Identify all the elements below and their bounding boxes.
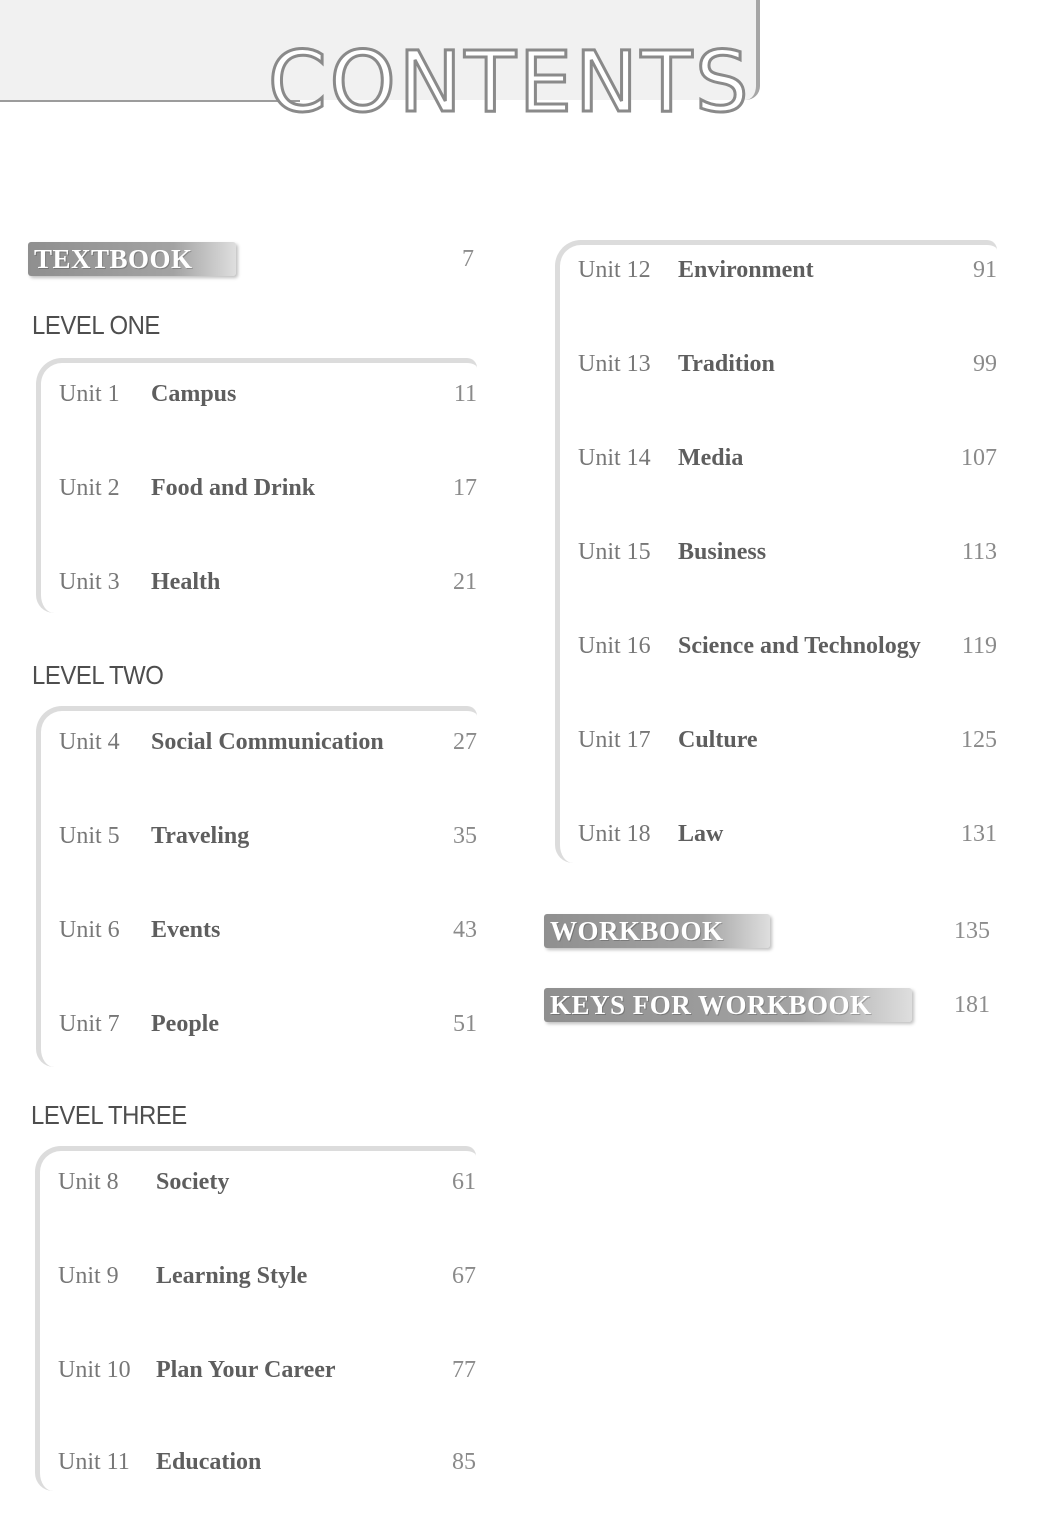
- page-number: 77: [452, 1357, 476, 1383]
- unit-title: Education: [156, 1449, 262, 1475]
- page-number: 107: [961, 445, 997, 471]
- page-number: 119: [961, 633, 997, 659]
- toc-entry-unit-16[interactable]: [560, 633, 997, 665]
- level-two-heading: LEVEL TWO: [32, 660, 164, 690]
- level-three-heading: LEVEL THREE: [31, 1100, 187, 1130]
- unit-label: Unit 1: [59, 381, 120, 407]
- textbook-badge[interactable]: TEXTBOOK: [28, 242, 236, 276]
- unit-label: Unit 10: [58, 1357, 131, 1383]
- level-three-continued-group: [555, 240, 997, 863]
- unit-title: Business: [678, 539, 767, 565]
- unit-label: Unit 4: [59, 729, 120, 755]
- unit-title: Learning Style: [156, 1263, 308, 1289]
- unit-title: Events: [151, 917, 221, 943]
- unit-title: Campus: [151, 381, 237, 407]
- unit-title: Plan Your Career: [156, 1357, 336, 1383]
- page-number: 67: [452, 1263, 476, 1289]
- toc-entry-unit-15[interactable]: [560, 539, 997, 571]
- toc-entry-unit-14[interactable]: [560, 445, 997, 477]
- page-number: 125: [961, 727, 997, 753]
- unit-label: Unit 9: [58, 1263, 119, 1289]
- level-one-group: [36, 358, 477, 613]
- unit-title: Science and Technology: [678, 633, 921, 659]
- toc-entry-unit-8[interactable]: [40, 1169, 476, 1201]
- page-number: 61: [452, 1169, 476, 1195]
- keys-for-workbook-badge[interactable]: KEYS FOR WORKBOOK: [544, 988, 912, 1022]
- unit-title: Social Communication: [151, 729, 384, 755]
- page-number: 51: [453, 1011, 477, 1037]
- page-number: 99: [973, 351, 997, 377]
- unit-label: Unit 6: [59, 917, 120, 943]
- unit-title: People: [151, 1011, 219, 1037]
- unit-title: Law: [678, 821, 724, 847]
- toc-entry-unit-10[interactable]: [40, 1357, 476, 1389]
- unit-title: Tradition: [678, 351, 775, 377]
- workbook-badge[interactable]: WORKBOOK: [544, 914, 770, 948]
- page-number: 91: [973, 257, 997, 283]
- level-one-heading: LEVEL ONE: [32, 310, 160, 340]
- toc-entry-unit-1[interactable]: [41, 381, 477, 413]
- toc-entry-unit-18[interactable]: [560, 821, 997, 853]
- unit-label: Unit 12: [578, 257, 651, 283]
- unit-title: Media: [678, 445, 744, 471]
- unit-title: Health: [151, 569, 221, 595]
- unit-label: Unit 14: [578, 445, 651, 471]
- unit-label: Unit 7: [59, 1011, 120, 1037]
- unit-label: Unit 2: [59, 475, 120, 501]
- unit-label: Unit 15: [578, 539, 651, 565]
- unit-title: Food and Drink: [151, 475, 316, 501]
- unit-title: Traveling: [151, 823, 250, 849]
- toc-entry-unit-11[interactable]: [40, 1449, 476, 1481]
- unit-label: Unit 16: [578, 633, 651, 659]
- page-number: 43: [453, 917, 477, 943]
- toc-entry-unit-2[interactable]: [41, 475, 477, 507]
- toc-entry-unit-6[interactable]: [41, 917, 477, 949]
- toc-entry-unit-4[interactable]: [41, 729, 477, 761]
- page-number: 11: [453, 381, 477, 407]
- textbook-page-number: 7: [462, 246, 474, 272]
- unit-title: Society: [156, 1169, 230, 1195]
- page-title: CONTENTS: [268, 33, 752, 131]
- toc-entry-unit-5[interactable]: [41, 823, 477, 855]
- toc-entry-unit-7[interactable]: [41, 1011, 477, 1043]
- header-divider: [0, 100, 300, 102]
- unit-label: Unit 18: [578, 821, 651, 847]
- toc-entry-unit-3[interactable]: [41, 569, 477, 601]
- toc-entry-unit-12[interactable]: [560, 257, 997, 289]
- level-three-group: [35, 1146, 476, 1491]
- unit-label: Unit 13: [578, 351, 651, 377]
- unit-label: Unit 3: [59, 569, 120, 595]
- unit-title: Environment: [678, 257, 814, 283]
- page-number: 131: [961, 821, 997, 847]
- keys-page-number: 181: [954, 992, 990, 1018]
- workbook-page-number: 135: [954, 918, 990, 944]
- page-number: 27: [453, 729, 477, 755]
- level-two-group: [36, 706, 477, 1067]
- toc-entry-unit-17[interactable]: [560, 727, 997, 759]
- page-number: 85: [452, 1449, 476, 1475]
- unit-label: Unit 8: [58, 1169, 119, 1195]
- page-number: 21: [453, 569, 477, 595]
- page-number: 35: [453, 823, 477, 849]
- unit-label: Unit 11: [58, 1449, 130, 1475]
- toc-entry-unit-9[interactable]: [40, 1263, 476, 1295]
- unit-title: Culture: [678, 727, 758, 753]
- unit-label: Unit 5: [59, 823, 120, 849]
- page-number: 113: [961, 539, 997, 565]
- toc-entry-unit-13[interactable]: [560, 351, 997, 383]
- page-number: 17: [453, 475, 477, 501]
- unit-label: Unit 17: [578, 727, 651, 753]
